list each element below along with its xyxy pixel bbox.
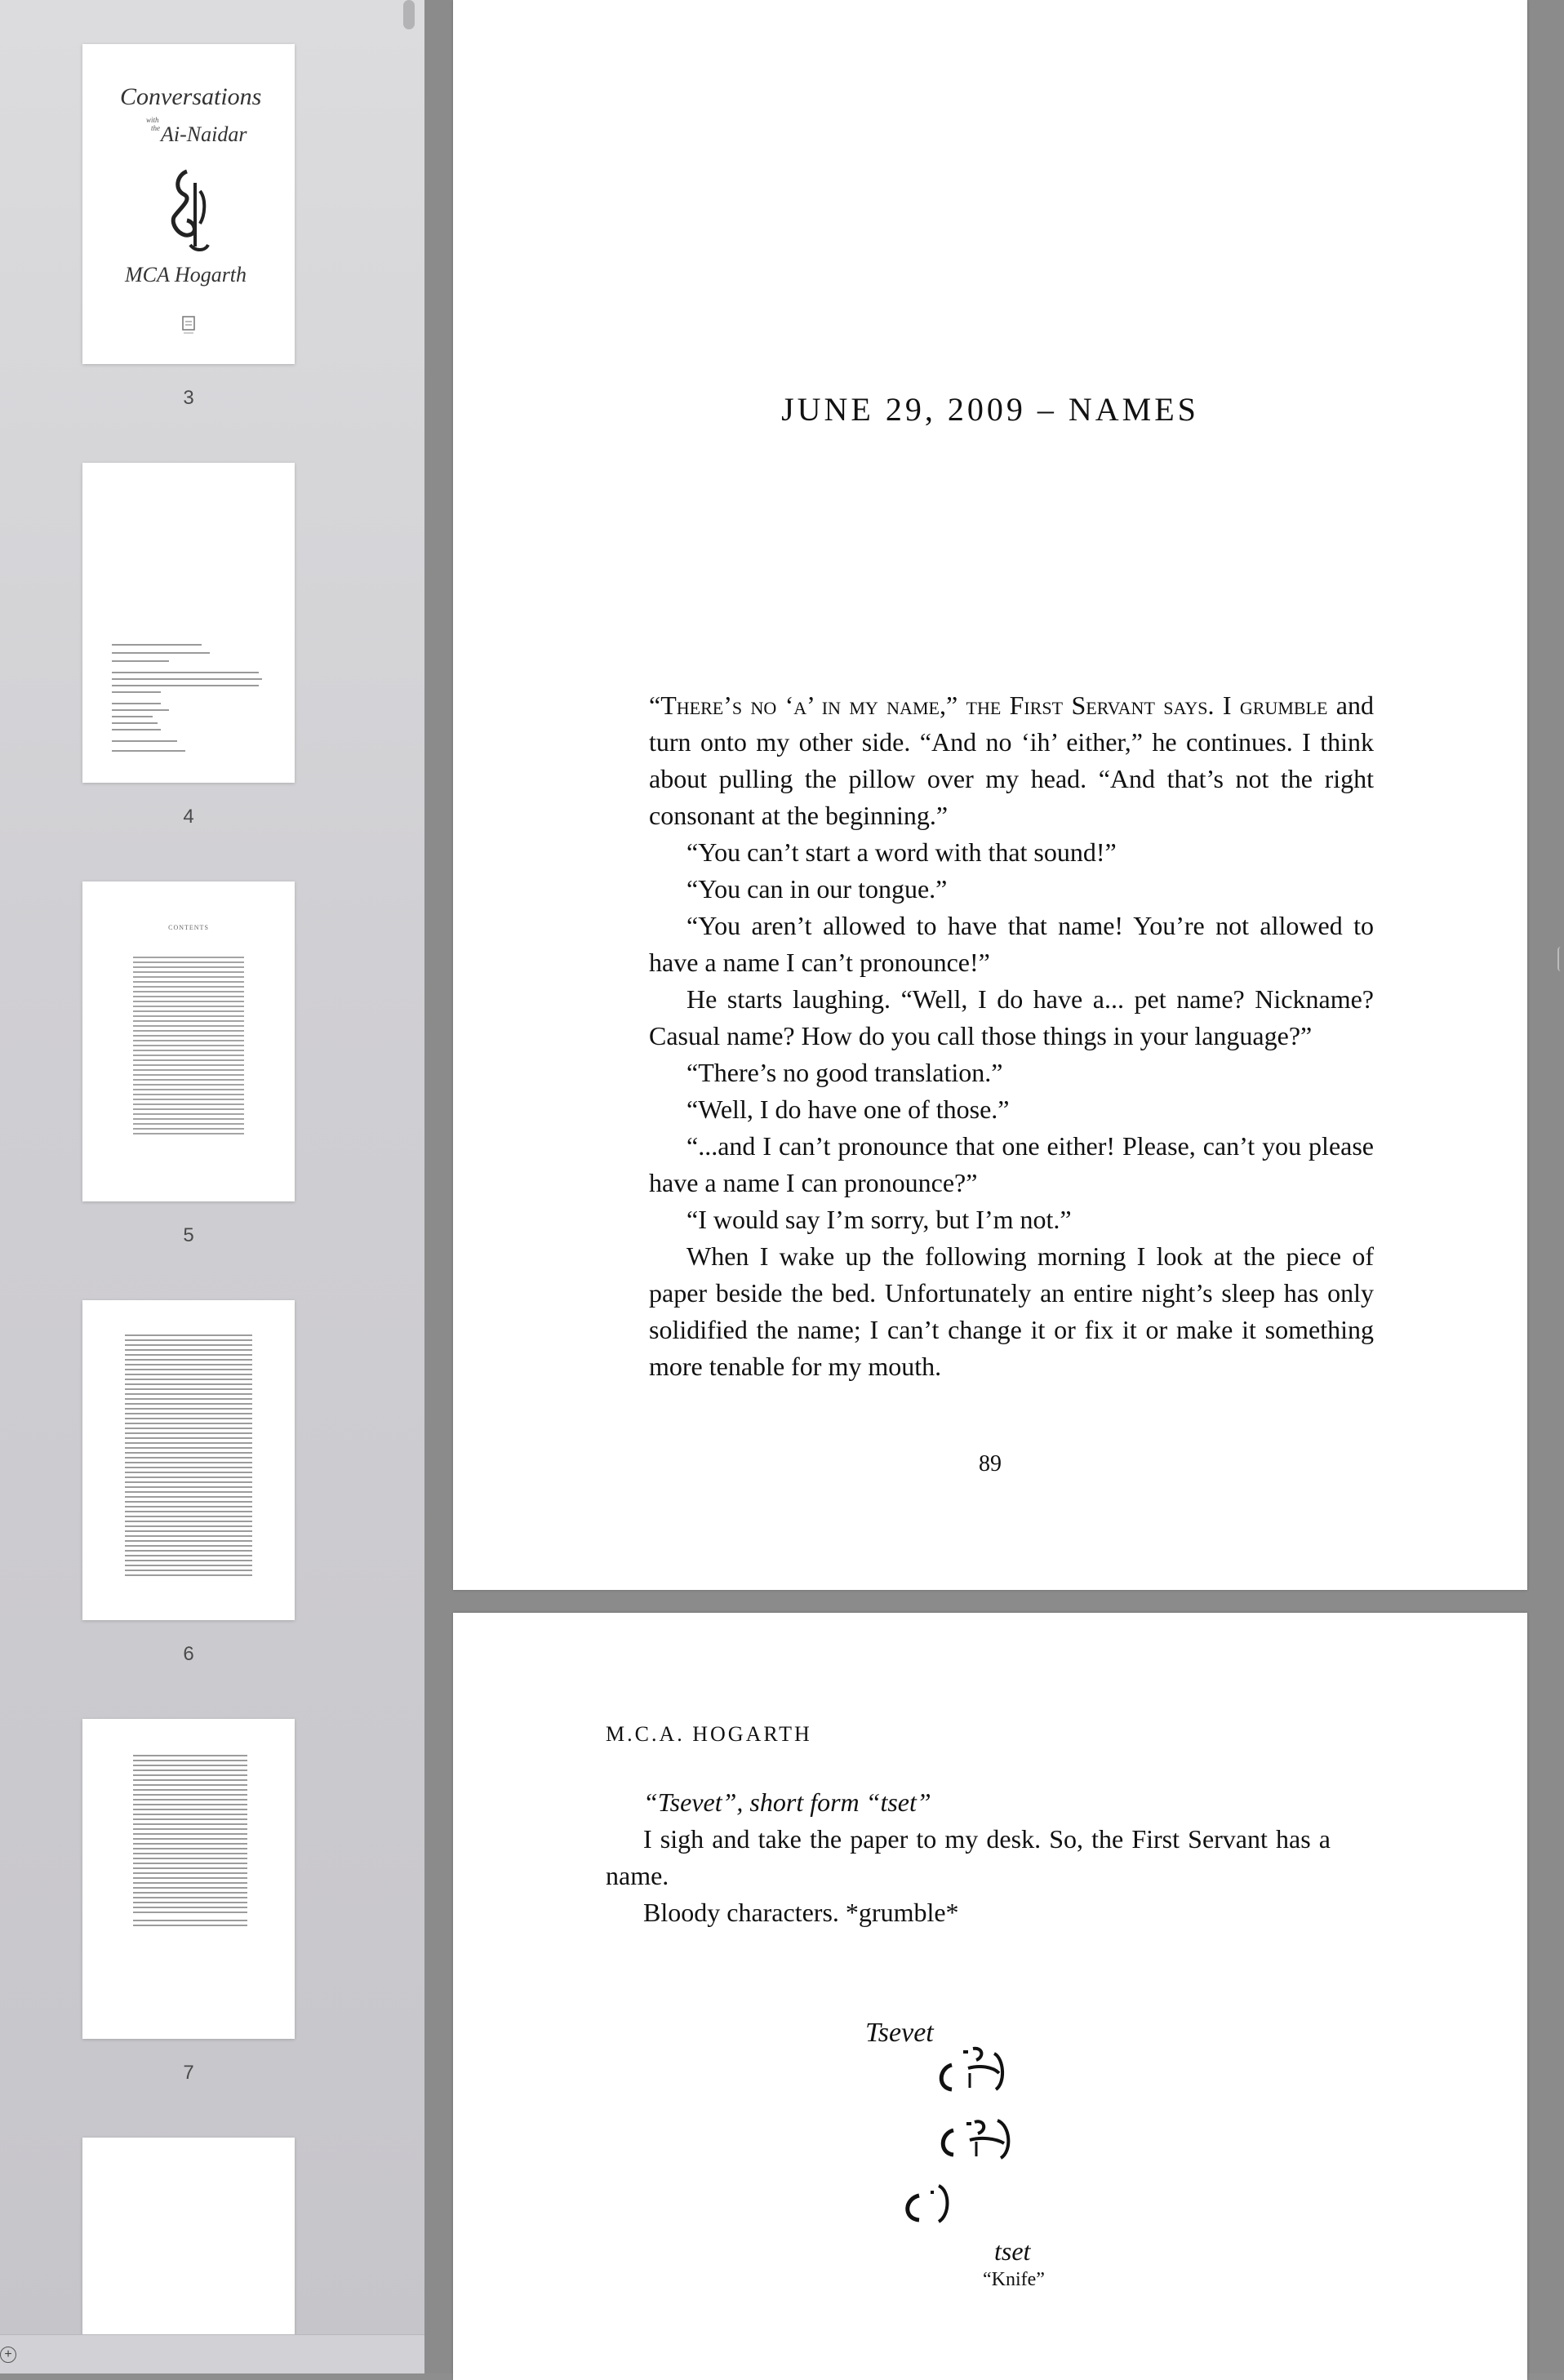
paragraph: “I would say I’m sorry, but I’m not.” [686, 1205, 1072, 1234]
paragraph: When I wake up the following morning I look at the piece of paper beside the bed. Unfortunately an entire night’s sleep has only solidified the name; I can’t change it or fix it or make it something more tenable for my mouth. [649, 1241, 1374, 1381]
page-90-body [606, 1784, 1331, 1931]
thumbnail-image [82, 881, 295, 1201]
thumbnail-image [82, 463, 295, 783]
cover-title-line1: Conversations [120, 83, 262, 110]
paragraph-text: and turn onto my other side. “And no ‘ih’ either,” he continues. I think about pulling the pillow over my head. “And that’s not the right consonant at the beginning.” [649, 690, 1375, 830]
page-thumbnail-sidebar[interactable] [0, 0, 424, 2373]
figure-gloss-knife: “Knife” [983, 2269, 1045, 2290]
paragraph: I sigh and take the paper to my desk. So, the First Servant has a name. [606, 1824, 1331, 1890]
thumbnail-page-number: 4 [183, 806, 194, 828]
sidebar-footer [0, 2334, 424, 2373]
glyph-tsevet-2-icon [931, 2109, 1037, 2174]
paragraph: “You can in our tongue.” [686, 874, 948, 904]
publisher-logo-icon [180, 315, 197, 336]
glyph-tsevet-1-icon [931, 2040, 1029, 2106]
thumbnail-page-3[interactable] [82, 44, 295, 409]
window-edge-handle[interactable] [1557, 947, 1564, 971]
cover-title-with: with [146, 116, 159, 124]
cover-author: MCA Hogarth [125, 263, 247, 286]
thumbnail-image [82, 1300, 295, 1620]
cover-title-the: the [151, 124, 160, 132]
glyph-tset-icon [895, 2174, 968, 2240]
thumbnail-page-number: 5 [183, 1224, 194, 1246]
paragraph: “You aren’t allowed to have that name! You’re not allowed to have a name I can’t pronounce!” [649, 911, 1374, 977]
cover-title-line2: Ai-Naidar [161, 122, 247, 146]
thumbnail-page-number: 6 [183, 1643, 194, 1665]
paragraph: He starts laughing. “Well, I do have a... pet name? Nickname? Casual name? How do you call those things in your language?” [649, 984, 1374, 1050]
page-89-body [649, 687, 1374, 1385]
chapter-title: JUNE 29, 2009 – NAMES [781, 391, 1199, 428]
thumbnail-page-4[interactable] [82, 463, 295, 828]
figure-label-tset: tset [994, 2236, 1031, 2266]
paragraph [649, 687, 1374, 834]
italic-name-line: “Tsevet”, short form “tset” [643, 1787, 931, 1817]
thumbnail-image [82, 44, 295, 364]
cover-emblem-icon [162, 167, 215, 256]
thumbnail-page-number: 3 [183, 387, 194, 409]
thumbnail-page-7[interactable] [82, 1719, 295, 2084]
paragraph: “There’s no good translation.” [686, 1058, 1003, 1087]
document-view[interactable] [424, 0, 1564, 2373]
plus-icon[interactable]: + [0, 2347, 16, 2363]
figure-label-tsevet: Tsevet [865, 2018, 934, 2048]
document-page-89 [453, 0, 1527, 1590]
thumbnail-image [82, 1719, 295, 2039]
paragraph: “Well, I do have one of those.” [686, 1095, 1010, 1124]
thumbnail-page-number: 7 [183, 2062, 194, 2084]
paragraph: “You can’t start a word with that sound!” [686, 837, 1117, 867]
running-head: M.C.A. HOGARTH [606, 1722, 812, 1746]
paragraph: “...and I can’t pronounce that one either! Please, can’t you please have a name I can pronounce?” [649, 1131, 1374, 1197]
thumbnail-page-6[interactable] [82, 1300, 295, 1665]
thumbnail-page-5[interactable] [82, 881, 295, 1246]
small-caps-lead: “There’s no ‘a’ in my name,” the First Servant says. I grumble [649, 690, 1328, 720]
sidebar-scrollbar[interactable] [403, 0, 415, 29]
paragraph: Bloody characters. *grumble* [643, 1898, 959, 1927]
page-number: 89 [979, 1451, 1002, 1476]
contents-heading: CONTENTS [168, 924, 209, 931]
